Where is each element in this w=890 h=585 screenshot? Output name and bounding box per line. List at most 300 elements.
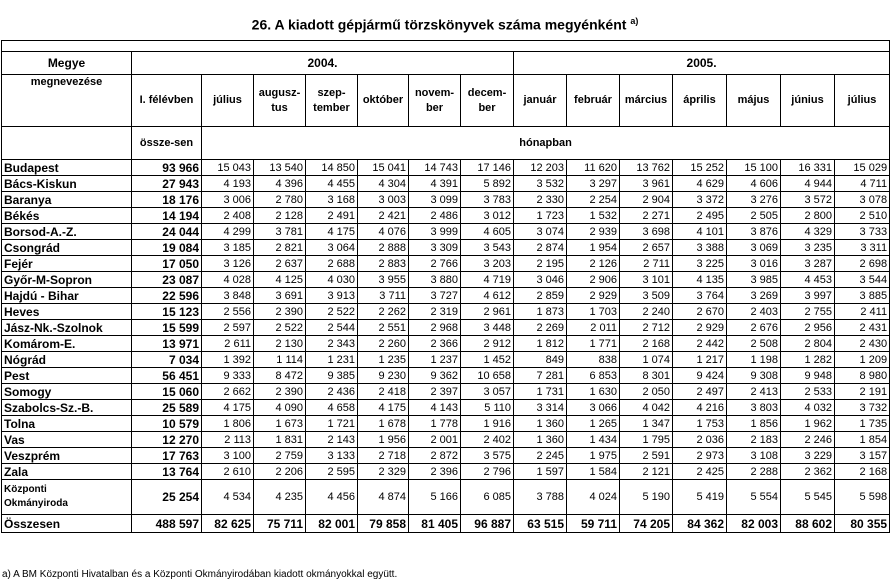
month-value: 4 032: [781, 400, 835, 416]
month-value: 3 006: [202, 192, 254, 208]
month-header: decem-ber: [461, 75, 514, 127]
month-value: 2 904: [620, 192, 673, 208]
county-name: Bács-Kiskun: [2, 176, 132, 192]
month-value: 5 190: [620, 480, 673, 515]
month-value: 4 143: [409, 400, 461, 416]
month-value: 4 175: [202, 400, 254, 416]
half-year-total: 12 270: [132, 432, 202, 448]
table-row: [2, 240, 890, 256]
month-value: 2 425: [673, 464, 727, 480]
footnote: a) A BM Központi Hivatalban és a Központi Okmányirodában kiadott okmányokkal együtt.: [2, 569, 398, 580]
month-value: 2 491: [306, 208, 358, 224]
month-value: 2 408: [202, 208, 254, 224]
month-value: 2 929: [673, 320, 727, 336]
table-row: [2, 208, 890, 224]
month-value: 1 198: [727, 352, 781, 368]
month-value: 3 046: [514, 272, 567, 288]
half-year-total: 25 589: [132, 400, 202, 416]
month-value: 5 598: [835, 480, 890, 515]
month-value: 838: [567, 352, 620, 368]
month-value: 3 064: [306, 240, 358, 256]
month-value: 1 360: [514, 432, 567, 448]
month-value: 849: [514, 352, 567, 368]
month-value: 1 916: [461, 416, 514, 432]
month-value: 2 254: [567, 192, 620, 208]
month-value: 3 108: [727, 448, 781, 464]
table-row: [2, 256, 890, 272]
month-value: 2 780: [254, 192, 306, 208]
month-value: 14 743: [409, 160, 461, 176]
month-value: 1 721: [306, 416, 358, 432]
month-value: 17 146: [461, 160, 514, 176]
month-value: 3 885: [835, 288, 890, 304]
month-value: 4 329: [781, 224, 835, 240]
month-value: 1 723: [514, 208, 567, 224]
month-value: 4 042: [620, 400, 673, 416]
month-value: 1 703: [567, 304, 620, 320]
month-value: 3 544: [835, 272, 890, 288]
month-value: 4 030: [306, 272, 358, 288]
month-value: 2 366: [409, 336, 461, 352]
half-year-total: 15 123: [132, 304, 202, 320]
month-value: 4 629: [673, 176, 727, 192]
month-value: 2 800: [781, 208, 835, 224]
month-header: február: [567, 75, 620, 127]
table-row: [2, 432, 890, 448]
month-value: 2 888: [358, 240, 409, 256]
month-header: október: [358, 75, 409, 127]
month-value: 3 126: [202, 256, 254, 272]
month-value: 4 719: [461, 272, 514, 288]
month-value: 3 074: [514, 224, 567, 240]
half-year-total: 488 597: [132, 515, 202, 533]
month-value: 2 497: [673, 384, 727, 400]
month-value: 2 436: [306, 384, 358, 400]
month-value: 15 252: [673, 160, 727, 176]
month-value: 2 269: [514, 320, 567, 336]
month-value: 3 078: [835, 192, 890, 208]
half-year-total: 19 084: [132, 240, 202, 256]
month-value: 3 543: [461, 240, 514, 256]
month-value: 2 939: [567, 224, 620, 240]
month-value: 2 329: [358, 464, 409, 480]
month-value: 2 130: [254, 336, 306, 352]
month-value: 3 848: [202, 288, 254, 304]
month-value: 2 610: [202, 464, 254, 480]
month-value: 2 495: [673, 208, 727, 224]
month-value: 2 206: [254, 464, 306, 480]
month-value: 88 602: [781, 515, 835, 533]
month-value: 3 955: [358, 272, 409, 288]
month-value: 2 396: [409, 464, 461, 480]
month-value: 2 766: [409, 256, 461, 272]
table-row: [2, 352, 890, 368]
month-value: 9 385: [306, 368, 358, 384]
month-value: 2 968: [409, 320, 461, 336]
month-value: 2 533: [781, 384, 835, 400]
month-value: 2 195: [514, 256, 567, 272]
month-value: 3 781: [254, 224, 306, 240]
month-value: 2 011: [567, 320, 620, 336]
month-value: 2 505: [727, 208, 781, 224]
county-name: Vas: [2, 432, 132, 448]
month-value: 4 612: [461, 288, 514, 304]
half-year-total: 13 971: [132, 336, 202, 352]
month-value: 1 360: [514, 416, 567, 432]
month-value: 2 113: [202, 432, 254, 448]
month-value: 10 658: [461, 368, 514, 384]
month-value: 2 126: [567, 256, 620, 272]
month-value: 3 168: [306, 192, 358, 208]
month-value: 2 246: [781, 432, 835, 448]
month-value: 2 510: [835, 208, 890, 224]
month-value: 3 509: [620, 288, 673, 304]
month-value: 4 453: [781, 272, 835, 288]
month-value: 4 135: [673, 272, 727, 288]
month-value: 3 575: [461, 448, 514, 464]
month-value: 1 584: [567, 464, 620, 480]
month-value: 4 874: [358, 480, 409, 515]
table-row: [2, 176, 890, 192]
table-row: [2, 368, 890, 384]
county-name: Tolna: [2, 416, 132, 432]
month-value: 2 637: [254, 256, 306, 272]
month-value: 1 231: [306, 352, 358, 368]
month-value: 2 718: [358, 448, 409, 464]
month-value: 2 597: [202, 320, 254, 336]
month-header: június: [781, 75, 835, 127]
half-year-total: 17 763: [132, 448, 202, 464]
month-value: 3 788: [514, 480, 567, 515]
month-value: 4 193: [202, 176, 254, 192]
megye-header: Megye: [2, 52, 132, 75]
half-year-total: 27 943: [132, 176, 202, 192]
month-value: 3 276: [727, 192, 781, 208]
table-row: [2, 400, 890, 416]
month-value: 4 175: [358, 400, 409, 416]
half-year-total: 15 599: [132, 320, 202, 336]
month-value: 4 216: [673, 400, 727, 416]
month-value: 2 522: [306, 304, 358, 320]
month-header: augusz-tus: [254, 75, 306, 127]
month-value: 4 175: [306, 224, 358, 240]
month-value: 75 711: [254, 515, 306, 533]
month-value: 2 551: [358, 320, 409, 336]
county-name: Borsod-A.-Z.: [2, 224, 132, 240]
month-value: 3 287: [781, 256, 835, 272]
county-name: Szabolcs-Sz.-B.: [2, 400, 132, 416]
month-value: 3 314: [514, 400, 567, 416]
month-value: 4 125: [254, 272, 306, 288]
month-value: 15 041: [358, 160, 409, 176]
month-value: 2 508: [727, 336, 781, 352]
half-year-total: 15 060: [132, 384, 202, 400]
month-value: 1 731: [514, 384, 567, 400]
county-name: Heves: [2, 304, 132, 320]
month-value: 3 101: [620, 272, 673, 288]
month-value: 3 203: [461, 256, 514, 272]
month-value: 2 319: [409, 304, 461, 320]
month-value: 1 217: [673, 352, 727, 368]
month-value: 1 735: [835, 416, 890, 432]
month-value: 2 128: [254, 208, 306, 224]
month-value: 4 606: [727, 176, 781, 192]
month-value: 4 711: [835, 176, 890, 192]
month-value: 3 997: [781, 288, 835, 304]
month-value: 2 330: [514, 192, 567, 208]
month-value: 79 858: [358, 515, 409, 533]
month-value: 4 456: [306, 480, 358, 515]
month-value: 2 390: [254, 304, 306, 320]
county-name: Budapest: [2, 160, 132, 176]
month-value: 84 362: [673, 515, 727, 533]
month-value: 1 235: [358, 352, 409, 368]
month-value: 4 235: [254, 480, 306, 515]
half-year-total: 13 764: [132, 464, 202, 480]
month-value: 74 205: [620, 515, 673, 533]
month-value: 3 733: [835, 224, 890, 240]
month-value: 63 515: [514, 515, 567, 533]
page-title: 26. A kiadott gépjármű törzskönyvek száma megyénként $^{a)}$: [251, 16, 639, 33]
month-value: 3 057: [461, 384, 514, 400]
month-value: 3 157: [835, 448, 890, 464]
month-value: 2 001: [409, 432, 461, 448]
month-value: 15 100: [727, 160, 781, 176]
month-value: 4 534: [202, 480, 254, 515]
table-row: [2, 480, 890, 515]
month-value: 16 331: [781, 160, 835, 176]
month-value: 4 944: [781, 176, 835, 192]
county-name: Jász-Nk.-Szolnok: [2, 320, 132, 336]
month-value: 3 732: [835, 400, 890, 416]
month-value: 5 545: [781, 480, 835, 515]
month-value: 1 771: [567, 336, 620, 352]
osszesen-header: össze-sen: [132, 127, 202, 160]
month-value: 1 452: [461, 352, 514, 368]
month-value: 2 712: [620, 320, 673, 336]
month-value: 13 762: [620, 160, 673, 176]
month-value: 1 347: [620, 416, 673, 432]
month-value: 2 262: [358, 304, 409, 320]
month-value: 3 698: [620, 224, 673, 240]
county-name: Komárom-E.: [2, 336, 132, 352]
month-value: 6 853: [567, 368, 620, 384]
month-value: 3 016: [727, 256, 781, 272]
month-value: 2 670: [673, 304, 727, 320]
month-value: 2 486: [409, 208, 461, 224]
month-value: 1 831: [254, 432, 306, 448]
month-value: 2 121: [620, 464, 673, 480]
month-value: 8 980: [835, 368, 890, 384]
month-value: 3 235: [781, 240, 835, 256]
month-value: 2 556: [202, 304, 254, 320]
county-name: Zala: [2, 464, 132, 480]
month-value: 2 191: [835, 384, 890, 400]
month-value: 5 110: [461, 400, 514, 416]
month-value: 3 572: [781, 192, 835, 208]
month-value: 4 299: [202, 224, 254, 240]
month-value: 9 424: [673, 368, 727, 384]
month-value: 7 281: [514, 368, 567, 384]
month-value: 2 821: [254, 240, 306, 256]
month-value: 96 887: [461, 515, 514, 533]
month-value: 2 288: [727, 464, 781, 480]
month-header: novem-ber: [409, 75, 461, 127]
half-year-total: 14 194: [132, 208, 202, 224]
table-row: [2, 272, 890, 288]
month-value: 3 311: [835, 240, 890, 256]
month-value: 2 859: [514, 288, 567, 304]
month-value: 3 803: [727, 400, 781, 416]
month-value: 2 755: [781, 304, 835, 320]
half-year-total: 17 050: [132, 256, 202, 272]
month-value: 1 237: [409, 352, 461, 368]
month-value: 59 711: [567, 515, 620, 533]
month-value: 4 024: [567, 480, 620, 515]
month-value: 1 597: [514, 464, 567, 480]
month-value: 3 388: [673, 240, 727, 256]
month-value: 8 301: [620, 368, 673, 384]
month-value: 1 392: [202, 352, 254, 368]
month-value: 9 230: [358, 368, 409, 384]
month-value: 15 043: [202, 160, 254, 176]
month-value: 1 812: [514, 336, 567, 352]
month-value: 3 069: [727, 240, 781, 256]
month-value: 2 260: [358, 336, 409, 352]
table-row: [2, 384, 890, 400]
half-year-total: 18 176: [132, 192, 202, 208]
month-value: 2 591: [620, 448, 673, 464]
month-value: 1 753: [673, 416, 727, 432]
month-value: 1 806: [202, 416, 254, 432]
month-value: 12 203: [514, 160, 567, 176]
month-value: 4 391: [409, 176, 461, 192]
month-value: 8 472: [254, 368, 306, 384]
month-value: 2 796: [461, 464, 514, 480]
first-half-header: I. félévben: [132, 75, 202, 127]
table-row: [2, 448, 890, 464]
month-value: 2 421: [358, 208, 409, 224]
month-value: 4 455: [306, 176, 358, 192]
month-value: 4 396: [254, 176, 306, 192]
county-name: Győr-M-Sopron: [2, 272, 132, 288]
month-value: 3 711: [358, 288, 409, 304]
month-value: 3 691: [254, 288, 306, 304]
table-row: [2, 160, 890, 176]
month-value: 2 390: [254, 384, 306, 400]
month-value: 3 876: [727, 224, 781, 240]
month-value: 2 397: [409, 384, 461, 400]
table-row: [2, 416, 890, 432]
month-value: 2 245: [514, 448, 567, 464]
month-value: 2 662: [202, 384, 254, 400]
county-name: Fejér: [2, 256, 132, 272]
month-value: 3 185: [202, 240, 254, 256]
month-value: 2 698: [835, 256, 890, 272]
county-name: Nógrád: [2, 352, 132, 368]
month-value: 2 403: [727, 304, 781, 320]
month-value: 4 090: [254, 400, 306, 416]
month-value: 9 308: [727, 368, 781, 384]
month-value: 3 229: [781, 448, 835, 464]
month-value: 2 657: [620, 240, 673, 256]
month-value: 1 673: [254, 416, 306, 432]
month-value: 2 906: [567, 272, 620, 288]
month-value: 2 912: [461, 336, 514, 352]
month-value: 1 532: [567, 208, 620, 224]
month-value: 2 711: [620, 256, 673, 272]
month-value: 2 168: [620, 336, 673, 352]
month-value: 2 973: [673, 448, 727, 464]
month-value: 2 411: [835, 304, 890, 320]
month-value: 2 240: [620, 304, 673, 320]
month-value: 4 076: [358, 224, 409, 240]
month-value: 82 625: [202, 515, 254, 533]
honapban-header: hónapban: [202, 127, 890, 160]
month-value: 1 954: [567, 240, 620, 256]
month-value: 2 036: [673, 432, 727, 448]
month-value: 9 362: [409, 368, 461, 384]
month-value: 2 143: [306, 432, 358, 448]
month-value: 1 114: [254, 352, 306, 368]
month-value: 2 402: [461, 432, 514, 448]
county-name: Békés: [2, 208, 132, 224]
month-value: 1 282: [781, 352, 835, 368]
month-value: 3 269: [727, 288, 781, 304]
month-value: 1 854: [835, 432, 890, 448]
month-value: 2 362: [781, 464, 835, 480]
month-value: 4 101: [673, 224, 727, 240]
month-value: 6 085: [461, 480, 514, 515]
month-value: 13 540: [254, 160, 306, 176]
month-value: 82 001: [306, 515, 358, 533]
year-2004-header: 2004.: [132, 52, 514, 75]
month-value: 1 209: [835, 352, 890, 368]
month-value: 3 727: [409, 288, 461, 304]
month-value: 2 522: [254, 320, 306, 336]
table-row: [2, 192, 890, 208]
data-table: [1, 40, 890, 533]
half-year-total: 56 451: [132, 368, 202, 384]
table-row: [2, 224, 890, 240]
month-value: 2 183: [727, 432, 781, 448]
month-value: 3 100: [202, 448, 254, 464]
month-header: április: [673, 75, 727, 127]
month-value: 2 431: [835, 320, 890, 336]
month-value: 2 418: [358, 384, 409, 400]
table-row: [2, 304, 890, 320]
county-name: Pest: [2, 368, 132, 384]
table-row: [2, 515, 890, 533]
half-year-total: 7 034: [132, 352, 202, 368]
month-value: 1 434: [567, 432, 620, 448]
month-value: 5 892: [461, 176, 514, 192]
month-value: 11 620: [567, 160, 620, 176]
month-value: 2 343: [306, 336, 358, 352]
month-header: szep-tember: [306, 75, 358, 127]
table-row: [2, 288, 890, 304]
county-name: Somogy: [2, 384, 132, 400]
month-header: március: [620, 75, 673, 127]
month-value: 4 028: [202, 272, 254, 288]
half-year-total: 93 966: [132, 160, 202, 176]
county-name: Központi Okmányiroda: [2, 480, 132, 515]
month-value: 2 961: [461, 304, 514, 320]
month-value: 1 678: [358, 416, 409, 432]
month-value: 2 442: [673, 336, 727, 352]
month-header: január: [514, 75, 567, 127]
month-value: 3 012: [461, 208, 514, 224]
